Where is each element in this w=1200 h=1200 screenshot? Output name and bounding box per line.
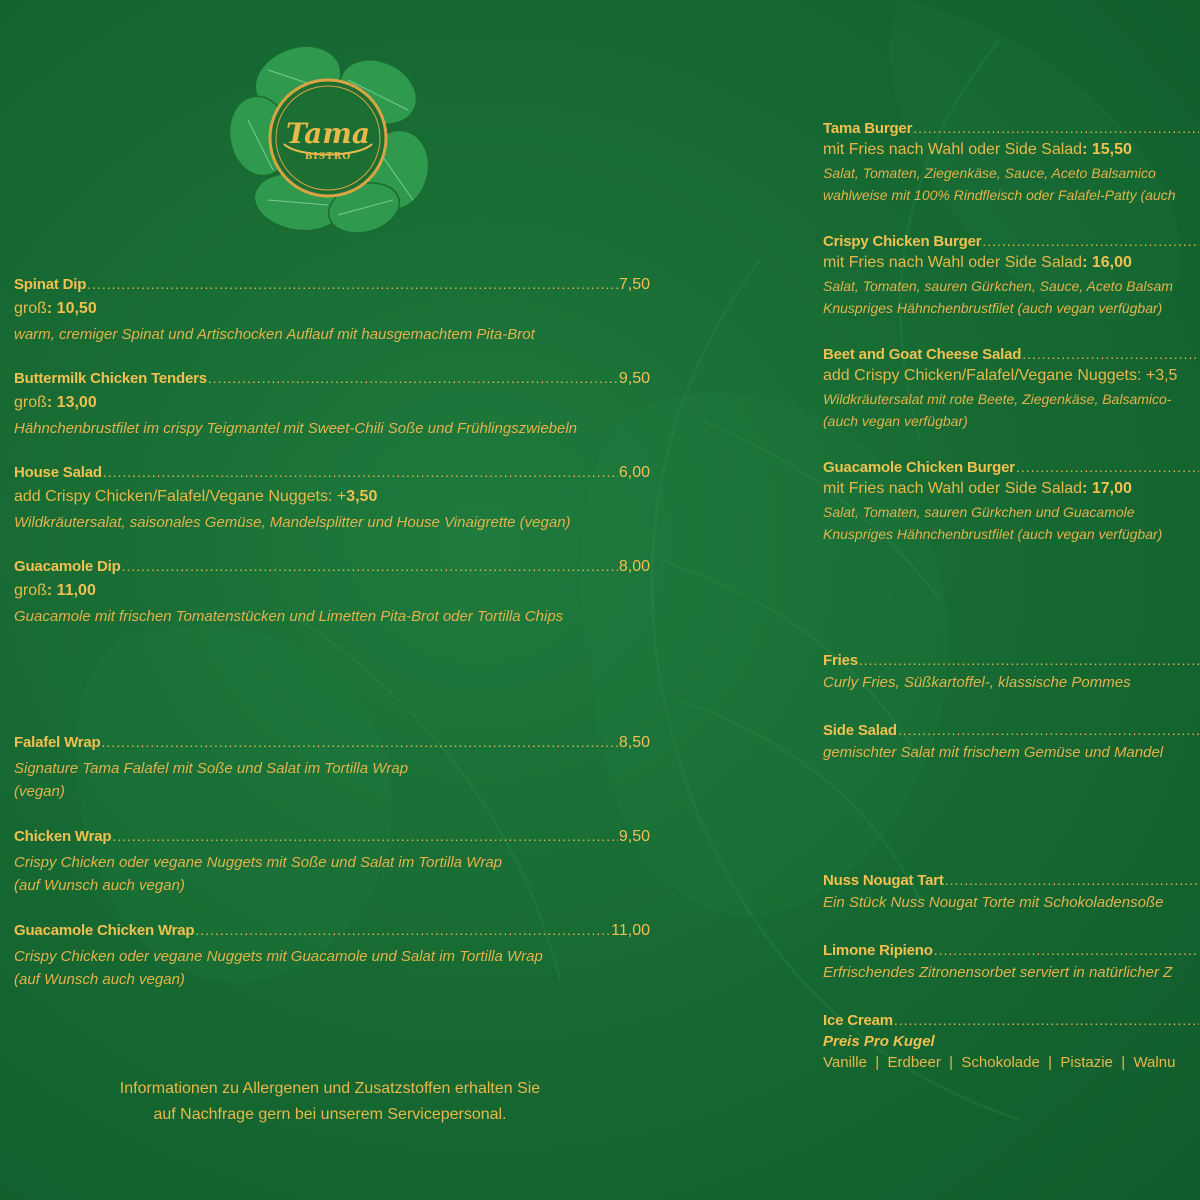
item-description: Curly Fries, Süßkartoffel-, klassische Pommes [823,674,1131,691]
dot-leader [87,276,618,292]
dot-leader [122,558,618,574]
menu-item [14,558,650,628]
item-price: 6,00 [618,464,650,481]
item-name: House Salad [14,464,102,481]
item-description: Crispy Chicken oder vegane Nuggets mit Soße und Salat im Tortilla Wrap (auf Wunsch auch vegan) [14,854,502,894]
item-name: Tama Burger [823,120,913,137]
item-description: Salat, Tomaten, sauren Gürkchen und Guacamole Knuspriges Hähnchenbrustfilet (auch vegan verfügbar) [823,504,1163,542]
item-price: 8,00 [618,558,650,575]
logo-subtitle: BISTRO [304,152,352,162]
item-description: gemischter Salat mit frischem Gemüse und Mandel [823,744,1164,761]
menu-item [14,828,650,897]
dot-leader [859,652,1199,668]
item-description: Guacamole mit frischen Tomatenstücken und Limetten Pita-Brot oder Tortilla Chips [14,608,564,625]
dot-leader [1016,459,1199,475]
item-option: mit Fries nach Wahl oder Side Salad: 16,00 [823,254,1132,271]
dot-leader [208,370,618,386]
item-addon: add Crispy Chicken/Falafel/Vegane Nuggets: +3,50 [14,488,378,505]
menu-item [14,276,650,346]
menu-column-right [823,120,1200,1100]
item-price: 8,50 [618,734,650,751]
item-name: Fries [823,652,858,669]
dot-leader [898,722,1199,738]
item-option: mit Fries nach Wahl oder Side Salad: 15,50 [823,141,1132,158]
item-description: Signature Tama Falafel mit Soße und Salat im Tortilla Wrap (vegan) [14,760,409,800]
tama-bistro-logo [228,40,430,236]
item-price: 11,00 [611,922,650,939]
item-price: 9,50 [618,370,650,387]
dot-leader [894,1012,1199,1028]
item-name: Guacamole Dip [14,558,121,575]
item-description: Hähnchenbrustfilet im crispy Teigmantel mit Sweet-Chili Soße und Frühlingszwiebeln [14,420,578,437]
dot-leader [103,464,618,480]
item-price: 7,50 [618,276,650,293]
menu-item [823,652,1200,694]
menu-item [823,872,1200,914]
item-name: Falafel Wrap [14,734,101,751]
menu-item [14,464,650,534]
item-description: Erfrischendes Zitronensorbet serviert in natürlicher Z [823,964,1173,981]
item-size-option: groß: 10,50 [14,300,97,317]
dot-leader [112,828,618,844]
item-name: Side Salad [823,722,897,739]
logo-name: Tama [285,117,371,150]
item-size-option: groß: 13,00 [14,394,97,411]
item-description: Salat, Tomaten, Ziegenkäse, Sauce, Aceto Balsamico wahlweise mit 100% Rindfleisch oder Falafel-Patty (auch [823,165,1176,203]
item-price-note: Preis Pro Kugel [823,1033,935,1050]
allergen-notice: Informationen zu Allergenen und Zusatzstoffen erhalten Sie auf Nachfrage gern bei unserem Servicepersonal. [119,1080,541,1123]
item-description: Salat, Tomaten, sauren Gürkchen, Sauce, Aceto Balsam Knuspriges Hähnchenbrustfilet (auch vegan verfügbar) [823,278,1173,316]
dot-leader [1022,346,1199,362]
menu-item [823,233,1200,319]
menu-item [14,734,650,803]
dot-leader [913,120,1199,136]
dot-leader [982,233,1199,249]
dot-leader [102,734,618,750]
ice-cream-flavors: Vanille | Erdbeer | Schokolade | Pistazie | Walnu [823,1054,1176,1071]
item-option: mit Fries nach Wahl oder Side Salad: 17,00 [823,480,1132,497]
menu-item [14,370,650,440]
item-name: Limone Ripieno [823,942,933,959]
item-name: Beet and Goat Cheese Salad [823,346,1022,363]
item-name: Nuss Nougat Tart [823,872,944,889]
menu-item [14,922,650,991]
dot-leader [934,942,1199,958]
item-name: Crispy Chicken Burger [823,233,982,250]
item-addon: add Crispy Chicken/Falafel/Vegane Nuggets: +3,5 [823,367,1178,384]
item-name: Spinat Dip [14,276,87,293]
dot-leader [945,872,1199,888]
menu-item [823,459,1200,545]
item-name: Chicken Wrap [14,828,112,845]
item-price: 9,50 [618,828,650,845]
menu-item [823,722,1200,764]
item-name: Ice Cream [823,1012,893,1029]
menu-item [823,1012,1200,1071]
item-name: Guacamole Chicken Burger [823,459,1015,476]
item-description: Wildkräutersalat mit rote Beete, Ziegenkäse, Balsamico- (auch vegan verfügbar) [823,391,1172,429]
item-description: Crispy Chicken oder vegane Nuggets mit Guacamole und Salat im Tortilla Wrap (auf Wunsch auch vegan) [14,948,543,988]
item-size-option: groß: 11,00 [14,582,96,599]
menu-item [823,120,1200,206]
dot-leader [195,922,610,938]
item-description: Wildkräutersalat, saisonales Gemüse, Mandelsplitter und House Vinaigrette (vegan) [14,514,571,531]
item-name: Buttermilk Chicken Tenders [14,370,207,387]
item-description: warm, cremiger Spinat und Artischocken Auflauf mit hausgemachtem Pita-Brot [14,326,535,343]
menu-item [823,942,1200,984]
item-description: Ein Stück Nuss Nougat Torte mit Schokoladensoße [823,894,1164,911]
menu-item [823,346,1200,432]
item-name: Guacamole Chicken Wrap [14,922,195,939]
